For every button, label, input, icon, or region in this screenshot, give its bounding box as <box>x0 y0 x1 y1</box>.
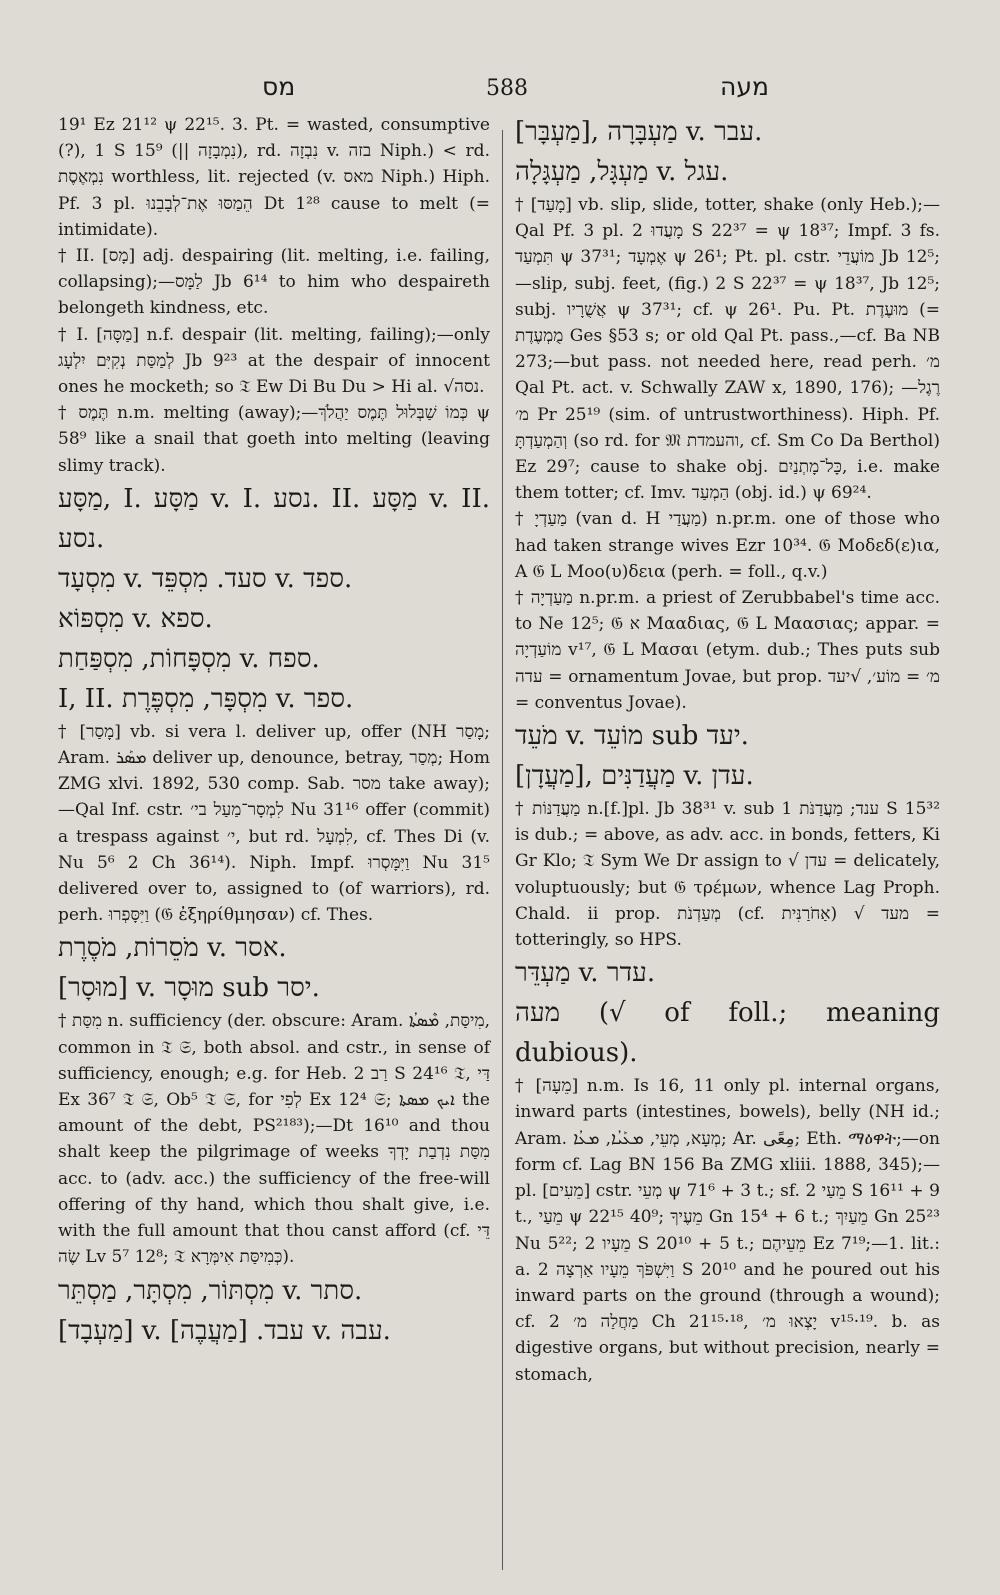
entry-heading: מֹסֵרוֹת, מֹסֶרֶת v. אסר. <box>58 933 287 964</box>
entry-heading: מִסְתּוֹר, מִסְתָּר, מַסְתֵּר v. סתר. <box>58 1275 363 1306</box>
left-column <box>58 112 490 1351</box>
running-head-right: מעה <box>720 72 769 101</box>
entry-paragraph: † תֶּמֶס n.m. melting (away);—כְּמוֹ שַׁבְּלוּל תֶּמֶס יַהֲלֹךְ ψ 58⁹ like a snail that goeth into melting (leaving slimy track). <box>58 403 490 476</box>
entry-paragraph: † [מָעַד] vb. slip, slide, totter, shake (only Heb.);—Qal Pf. 3 pl. מָעֲדוּ 2 S 22³⁷ = ψ 18³⁷; Impf. 3 fs. תִּמְעַד ψ 37³¹; אֶמְעָד ψ 26¹; Pt. pl. cstr. מוֹעֲדֵי Jb 12⁵;—slip, subj. feet, (fig.) 2 S 22³⁷ = ψ 18³⁷, Jb 12⁵; subj. אֲשֻׁרָיו ψ 37³¹; cf. ψ 26¹. Pu. Pt. מוּעֶדֶת (= מֻמְעֶדֶת Ges §53 s; or old Qal Pt. pass.,—cf. Ba NB 273;—but pass. not needed here, read perh. מ׳ Qal Pt. act. v. Schwally ZAW x, 1890, 176); —רֶגֶל מ׳ Pr 25¹⁹ (sim. of untrustworthiness). Hiph. Pf. וְהַמְעַדְתָּ (so rd. for 𝔐 והעמדת, cf. Sm Co Da Berthol) Ez 29⁷; cause to shake obj. כָּל־מָתְנַיִם, i.e. make them totter; cf. Imv. הַמְעַד (obj. id.) ψ 69²⁴. <box>515 195 940 504</box>
entry-paragraph: 19¹ Ez 21¹² ψ 22¹⁵. 3. Pt. = wasted, consumptive (?), 1 S 15⁹ (|| נִמְבָזָה), rd. נִבְזָה v. בזה Niph.) < rd. נִמְאֶסֶת worthless, lit. rejected (v. מאס Niph.) Hiph. Pf. 3 pl. הֵמַסּוּ אֶת־לְבָבֵנוּ Dt 1²⁸ cause to melt (= intimidate). <box>58 115 491 240</box>
entry-paragraph: † מִסַּת n. sufficiency (der. obscure: Aram. מִיסַּת, ܡܶܣܬܳܐ, common in 𝔗 𝔖, both absol. and cstr., in sense of sufficiency, enough; e.g. for Heb. רַב 2 S 24¹⁶ 𝔗, דַּי Ex 36⁷ 𝔗 𝔖, Ob⁵ 𝔗 𝔖, for לְפִי Ex 12⁴ 𝔖; ܐܝܟ ܡܣܬܐ the amount of the debt, PS²¹⁸³);—Dt 16¹⁰ and thou shalt keep the pilgrimage of weeks מִסַּת נִדְבַת יָדְךָ acc. to (adv. acc.) the sufficiency of the free-will offering of thy hand, which thou shalt give, i.e. with the full amount that thou canst afford (cf. דֵּי שֶׂה Lv 5⁷ 12⁸; 𝔗 כְּמִיסַּת אִימְּרָא). <box>58 1011 490 1268</box>
running-head-left: מס <box>262 72 296 101</box>
column-divider <box>502 130 503 1570</box>
entry-heading: מִסְפָּחוֹת, מִסְפַּחַת v. ספח. <box>58 643 320 674</box>
page-number: 588 <box>486 76 528 101</box>
entry-paragraph: † II. [מָס] adj. despairing (lit. melting, i.e. failing, collapsing);—לַמָּס Jb 6¹⁴ to him who despaireth belongeth kindness, etc. <box>58 246 490 319</box>
entry-heading: מִסְפּוֹא v. ספא. <box>58 603 213 634</box>
entry-heading: [מַעֲדָן], מַעֲדַנִּים v. עדן. <box>515 761 754 792</box>
entry-heading: מִסְעָד v. סעד. מִסְפֵּד v. ספד. <box>58 563 353 594</box>
entry-paragraph: † [מָסַר] vb. si vera l. deliver up, offer (NH מָסַר; Aram. ܡܣܰܪ deliver up, denounce, betray, מְסַר; Hom ZMG xlvi. 1892, 530 comp. Sab. מסר take away);—Qal Inf. cstr. לִמְסָר־מַעַל בי׳ Nu 31¹⁶ offer (commit) a trespass against י׳, but rd. לִמְעָל, cf. Thes Di (v. Nu 5⁶ 2 Ch 36¹⁴). Niph. Impf. וַיִּמָּסְרוּ Nu 31⁵ delivered over to, assigned to (of warriors), rd. perh. וַיִּסָּפְרוּ (𝔊 ἐξηρίθμησαν) cf. Thes. <box>58 721 490 926</box>
entry-heading: מֹעֵד v. מוֹעֵד sub יעד. <box>515 721 749 752</box>
entry-heading: [מוּסָר] v. מוּסָר sub יסר. <box>58 973 320 1004</box>
entry-paragraph: † מַעַדְיָ (van d. H מַעֲדַי) n.pr.m. one of those who had taken strange wives Ezr 10³⁴. 𝔊 Μοδεδ(ε)ια, A 𝔊 L Μοο(υ)δεια (perh. = foll., q.v.) <box>515 509 940 582</box>
entry-heading: מַסָּע, I. מַסָּע v. I. נסע. II. מַסָּע v. II. נסע. <box>58 483 490 554</box>
entry-heading: [מַעְבָּר], מַעְבָּרָה v. עבר. <box>515 117 763 147</box>
entry-paragraph: † [מֵעָה] n.m. Is 16, 11 only pl. internal organs, inward parts (intestines, bowels), belly (NH id.; Aram. מְעָא, מְעֵי, ܡܥܰܝܳܐ, ܡܥܳܐ; Ar. مِعًى; Eth. ማዕዋት;—on form cf. Lag BN 156 Ba ZMG xliii. 1888, 345);—pl. [מֵעִים] cstr. מְעֵי ψ 71⁶ + 3 t.; sf. מֵעַי 2 S 16¹¹ + 9 t., מֵעַי ψ 22¹⁵ 40⁹; מֵעֶיךָ Gn 15⁴ + 6 t.; מֵעַיִךְ Gn 25²³ Nu 5²²; מֵעָיו 2 S 20¹⁰ + 5 t.; מֵעֵיהֶם Ez 7¹⁹;—1. lit.: a. וַיִּשְׁפֹּךְ מֵעָיו אַרְצָה 2 S 20¹⁰ and he poured out his inward parts on the ground (through a wound); cf. מַחֲלַה מ׳ 2 Ch 21¹⁵·¹⁸, יָצְאוּ מ׳ v¹⁵·¹⁹. b. as digestive organs, but without precision, nearly = stomach, <box>515 1076 941 1385</box>
right-column <box>515 112 940 1388</box>
entry-heading: מַעְדֵּר v. עדר. <box>515 958 656 989</box>
entry-paragraph: † I. [מַסָּה] n.f. despair (lit. melting, failing);—only לְמַסַּת נְקִיִּם יִלְעָג Jb 9²³ at the despair of innocent ones he mocketh; so 𝔗 Ew Di Bu Du > Hi al. √נסה. <box>58 324 490 398</box>
entry-heading: [מַעְבָד] v. עבד. [מַעֲבֶה] v. עבה. <box>58 1315 391 1346</box>
entry-heading: מעה (√ of foll.; meaning dubious). <box>515 998 940 1069</box>
entry-paragraph: † מַעַדְיָה n.pr.m. a priest of Zerubbabel's time acc. to Ne 12⁵; 𝔊 א Μααδιας, 𝔊 L Μαασιας; appar. = מוֹעַדְיָה v¹⁷, 𝔊 L Μασαι (etym. dub.; Thes puts sub עדה = ornamentum Jovae, but prop. מ׳ = מוֹע׳, √יעד = conventus Jovae). <box>515 588 940 713</box>
entry-heading: I, II. מִסְפָּר, מִסְפֶּרֶת v. ספר. <box>58 683 354 714</box>
entry-heading: מַעְגָּל, מַעְגָּלָה v. עגל. <box>515 157 729 187</box>
entry-paragraph: † מַעֲדַנּוֹת n.[f.]pl. Jb 38³¹ v. sub ענד; מַעֲדַנֹּת 1 S 15³² is dub.; = above, as adv. acc. in bonds, fetters, Ki Gr Klo; 𝔗 Sym We Dr assign to √ עדן = delicately, voluptuously; but 𝔊 τρέμων, whence Lag Proph. Chald. ii prop. מְעַדְנֹת (cf. אַחֹרַנִּית) √ מעד = totteringly, so HPS. <box>515 799 941 951</box>
